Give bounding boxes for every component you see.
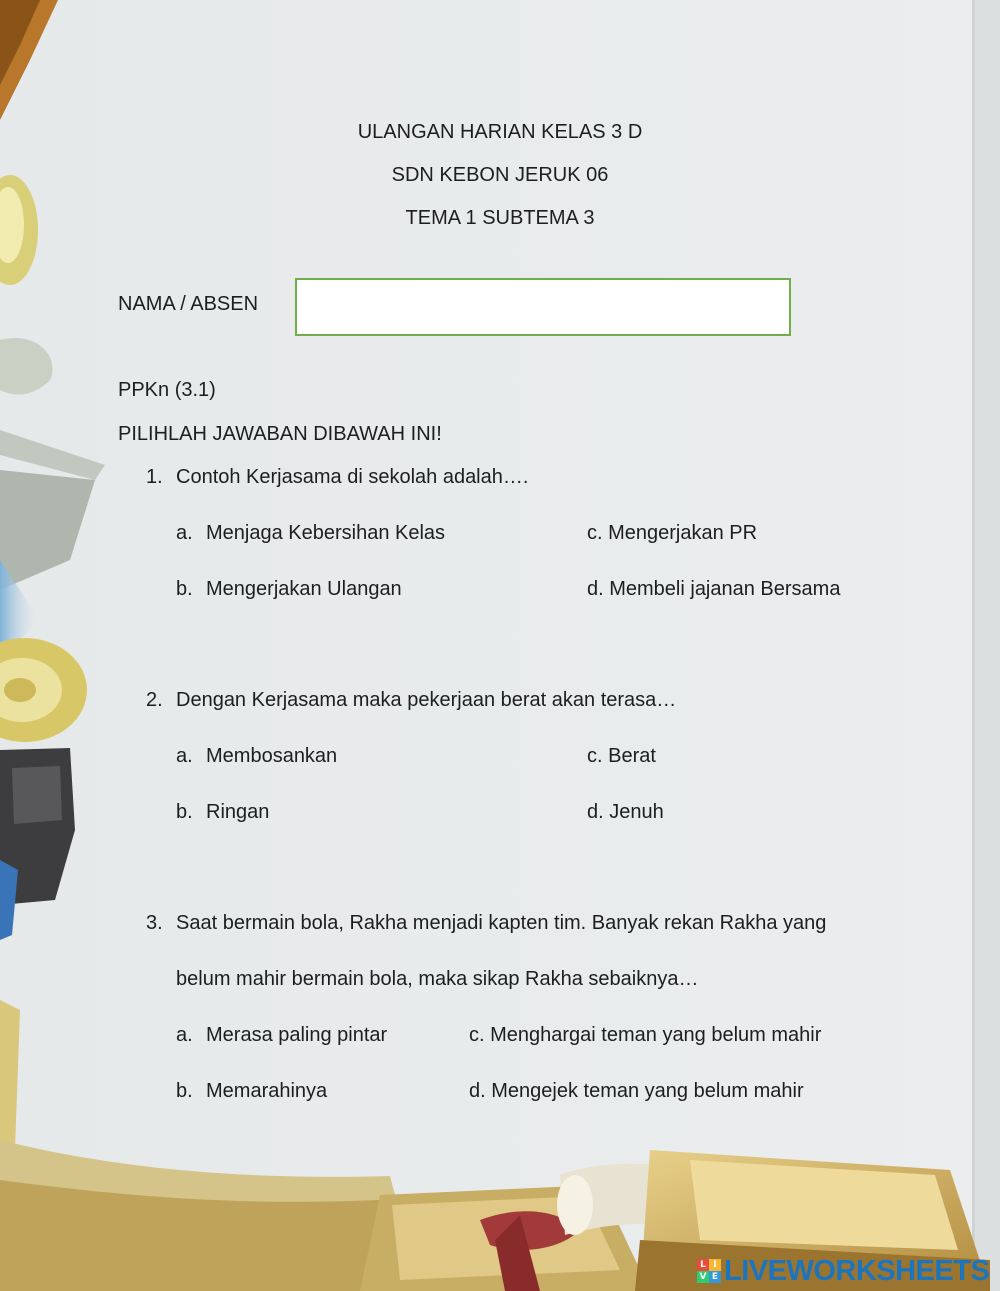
option-text: Menjaga Kebersihan Kelas: [206, 522, 446, 544]
question-1-text: Contoh Kerjasama di sekolah adalah….: [176, 466, 529, 488]
header-school: SDN KEBON JERUK 06: [391, 164, 609, 186]
option-text: Mengerjakan Ulangan: [206, 578, 402, 600]
option-letter: b.: [176, 801, 193, 823]
liveworksheets-logo: [697, 1254, 989, 1288]
option-text: Merasa paling pintar: [206, 1024, 388, 1046]
question-1-option-c[interactable]: c. Mengerjakan PR: [587, 522, 758, 544]
liveworksheets-mark-icon: [697, 1259, 721, 1283]
option-text: Ringan: [206, 801, 270, 823]
name-input[interactable]: [295, 278, 791, 336]
logo-mark-letter: E: [709, 1271, 721, 1283]
logo-mark-letter: V: [697, 1271, 709, 1283]
subject-label: PPKn (3.1): [118, 379, 216, 401]
question-2-option-d[interactable]: d. Jenuh: [587, 801, 664, 823]
option-text: Membosankan: [206, 745, 338, 767]
instruction-text: PILIHLAH JAWABAN DIBAWAH INI!: [118, 423, 442, 445]
question-2-number: 2.: [146, 689, 163, 711]
question-1-number: 1.: [146, 466, 163, 488]
header-theme: TEMA 1 SUBTEMA 3: [405, 207, 595, 229]
option-letter: a.: [176, 1024, 193, 1046]
question-3-text: Saat bermain bola, Rakha menjadi kapten tim. Banyak rekan Rakha yang: [176, 912, 827, 934]
option-letter: a.: [176, 522, 193, 544]
option-letter: b.: [176, 578, 193, 600]
header-title: ULANGAN HARIAN KELAS 3 D: [357, 121, 643, 143]
name-label: NAMA / ABSEN: [118, 293, 259, 315]
question-2-option-c[interactable]: c. Berat: [587, 745, 656, 767]
question-3-option-d[interactable]: d. Mengejek teman yang belum mahir: [469, 1080, 804, 1102]
option-text: Memarahinya: [206, 1080, 328, 1102]
question-2-text: Dengan Kerjasama maka pekerjaan berat akan terasa…: [176, 689, 677, 711]
option-letter: a.: [176, 745, 193, 767]
logo-mark-letter: I: [709, 1259, 721, 1271]
option-letter: b.: [176, 1080, 193, 1102]
question-1-option-d[interactable]: d. Membeli jajanan Bersama: [587, 578, 841, 600]
question-3-option-c[interactable]: c. Menghargai teman yang belum mahir: [469, 1024, 822, 1046]
question-3-number: 3.: [146, 912, 163, 934]
logo-mark-letter: L: [697, 1259, 709, 1271]
logo-text: LIVEWORKSHEETS: [724, 1254, 990, 1287]
question-3-text-line2: belum mahir bermain bola, maka sikap Rakha sebaiknya…: [176, 968, 699, 990]
